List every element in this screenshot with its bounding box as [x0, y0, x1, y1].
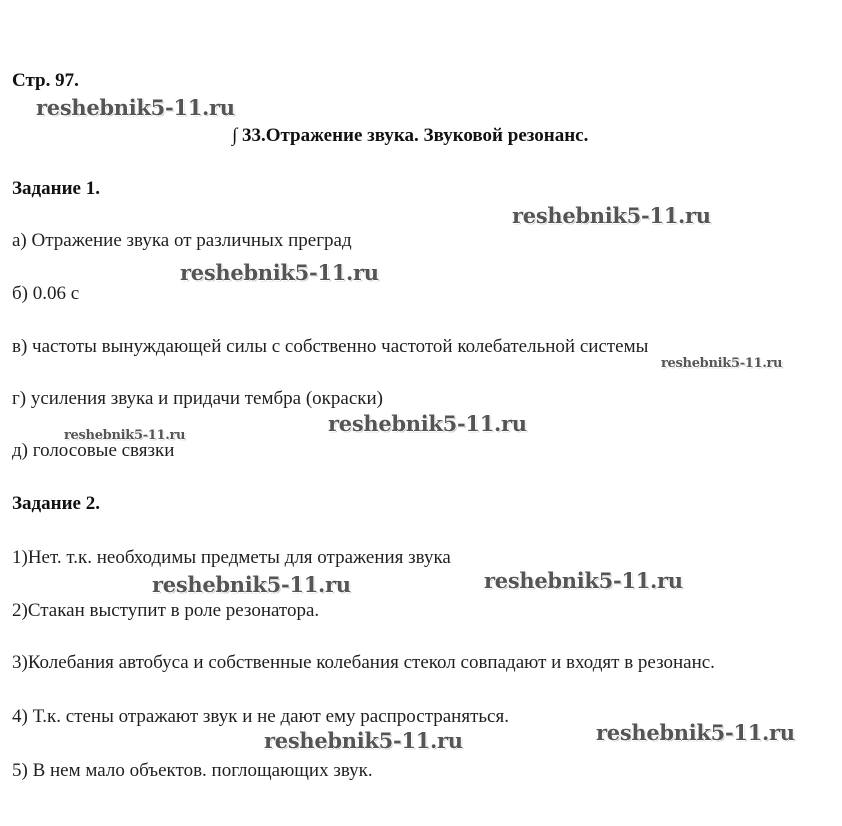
watermark: reshebnik5-11.ru — [596, 720, 795, 745]
task2-answer-3: 3)Колебания автобуса и собственные колебания стекол совпадают и входят в резонанс. — [12, 652, 715, 673]
watermark: reshebnik5-11.ru — [64, 428, 186, 443]
watermark: reshebnik5-11.ru — [661, 356, 783, 371]
page-number: Стр. 97. — [12, 70, 79, 91]
task2-answer-5: 5) В нем мало объектов. поглощающих звук. — [12, 760, 373, 781]
task2-answer-4: 4) Т.к. стены отражают звук и не дают ему распространяться. — [12, 706, 509, 727]
task1-answer-d: г) усиления звука и придачи тембра (окраски) — [12, 388, 383, 409]
task2-heading: Задание 2. — [12, 493, 100, 514]
watermark: reshebnik5-11.ru — [264, 728, 463, 753]
task2-answer-1: 1)Нет. т.к. необходимы предметы для отражения звука — [12, 547, 451, 568]
watermark: reshebnik5-11.ru — [152, 572, 351, 597]
watermark: reshebnik5-11.ru — [36, 95, 235, 120]
task1-answer-a: а) Отражение звука от различных преград — [12, 230, 352, 251]
task1-answer-c: в) частоты вынуждающей силы с собственно частотой колебательной системы — [12, 336, 649, 357]
section-title: ∫ 33.Отражение звука. Звуковой резонанс. — [232, 125, 589, 146]
watermark: reshebnik5-11.ru — [180, 260, 379, 285]
watermark: reshebnik5-11.ru — [484, 568, 683, 593]
task1-answer-e: д) голосовые связки — [12, 440, 175, 461]
task2-answer-2: 2)Стакан выступит в роле резонатора. — [12, 600, 320, 621]
watermark: reshebnik5-11.ru — [512, 203, 711, 228]
task1-answer-b: б) 0.06 с — [12, 283, 80, 304]
watermark: reshebnik5-11.ru — [328, 411, 527, 436]
task1-heading: Задание 1. — [12, 178, 100, 199]
